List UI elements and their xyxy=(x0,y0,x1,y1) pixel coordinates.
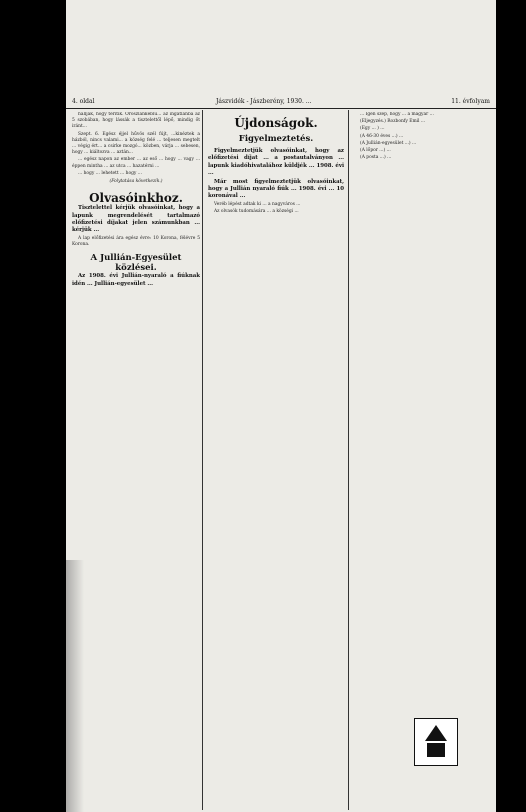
figyelmeztetes-notice xyxy=(208,148,344,178)
bold-paragraph: Már most figyelmeztetjük olvasóinkat, hogy a Jullián nyaraló fiúk ... 1908. évi ... 10 koronával ... xyxy=(208,178,344,200)
continuation-note: (Folytatása következik.) xyxy=(109,179,163,185)
figyelmeztetes-title: Figyelmeztetés. xyxy=(238,134,314,144)
article-paragraph: Az olvasók tudomására ... a községi ... xyxy=(214,209,299,215)
article-paragraph: Veréb lépést adtak ki ... a nagyváros ... xyxy=(214,201,301,207)
olvasoinkhoz-notice xyxy=(72,205,200,235)
article-paragraph: (Eljegyzés.) Rozbonfy Emil ... xyxy=(360,119,426,125)
jullian-notice xyxy=(72,273,200,288)
article-paragraph: ... hogy ... lehetett ... hogy ... xyxy=(78,170,142,176)
issue-number: 11. évfolyam xyxy=(451,98,490,105)
ujdonsagok-title: Újdonságok. xyxy=(234,116,318,130)
article-paragraph: Szept. 6. Egész éjjel hűvös szél fújt, ...kinéztek a házból, nincs valami... a község felé ... teljesen megtelt ... végig ért... a csirke mozgó... közben, várja ... sebesen, hogy ... kiáltozva ... aztán... xyxy=(72,131,200,156)
column-middle xyxy=(208,112,344,812)
article-paragraph: ... Igen szép, hogy ... a magyar ... xyxy=(360,112,434,117)
page-fold-shadow xyxy=(66,560,84,812)
column-divider xyxy=(202,110,203,810)
bold-paragraph: Figyelmeztetjük olvasóinkat, hogy az előfizetési díjat ... a postautalványon ... lapunk kiadóhivatalához küldjék ... 1908. évi ... xyxy=(208,148,344,177)
library-stamp-icon xyxy=(414,718,458,766)
article-paragraph: ... egész napon az ember ... az eső ... hogy ... vagy ... éppen mintha ... az utca ... hazatérni ... xyxy=(72,157,200,169)
stamp-triangle xyxy=(425,725,447,741)
page-number: 4. oldal xyxy=(72,98,95,105)
newspaper-page xyxy=(66,0,496,812)
bold-paragraph: Tisztelettel kérjük olvasóinkat, hogy a lapunk megrendelését tartalmazó előfizetési díjakat jelen számunkban ... kérjük ... xyxy=(72,205,200,234)
column-left xyxy=(72,112,200,812)
paper-title: Jászvidék - Jászberény, 1930. ... xyxy=(216,98,312,105)
price-notice: A lap előfizetési ára egész évre: 10 Korona, félévre 5 Korona. xyxy=(72,235,200,248)
article-paragraph: (A lőpor ...) ... xyxy=(360,148,391,154)
column-divider xyxy=(348,110,349,810)
second-notice xyxy=(208,179,344,201)
article-paragraph: (A Jullián-egyesület ...) ... xyxy=(360,140,417,146)
article-paragraph: (A 46-30 éves ...) ... xyxy=(360,133,404,139)
jullian-title: A Jullián-Egyesület közlései. xyxy=(90,253,182,274)
bold-paragraph: Az 1908. évi Jullián-nyaraló a fiúknak idén ... Jullián-egyesület ... xyxy=(72,273,200,287)
article-paragraph: (A posta ...) ... xyxy=(360,155,392,161)
column-right xyxy=(354,112,490,712)
page-header xyxy=(66,96,496,109)
olvasoinkhoz-title: Olvasóinkhoz. xyxy=(89,191,183,206)
stamp-block xyxy=(427,743,445,757)
article-paragraph: hallják, hogy terítik. Oroszlánkeblű... az ingatlanba az 5 szobában, hogy lássák a tisztelettől lépő, mindig őt iránt... xyxy=(72,112,200,130)
article-paragraph: (Egy ... ) ... xyxy=(360,126,385,132)
